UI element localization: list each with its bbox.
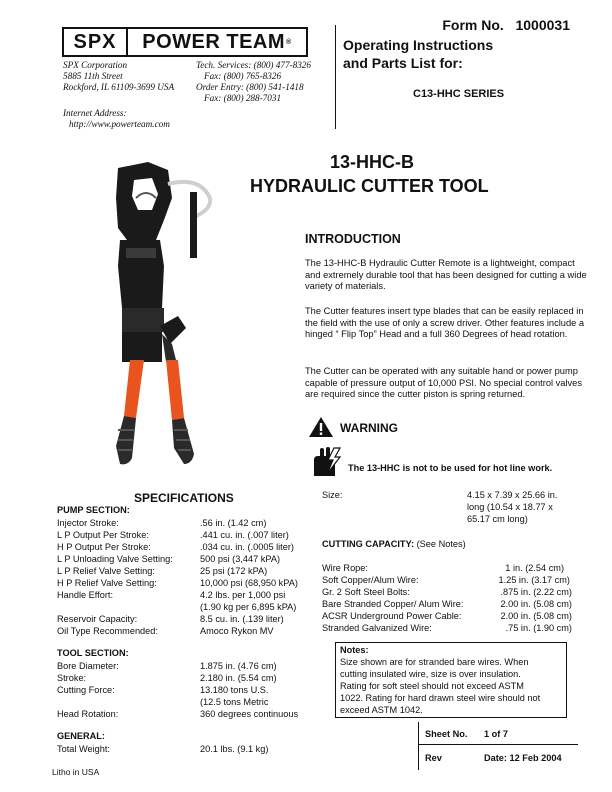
sheet-divider-horizontal <box>418 744 578 745</box>
pump-spec-table <box>57 517 327 637</box>
series-label: C13-HHC SERIES <box>413 88 505 100</box>
product-title: HYDRAULIC CUTTER TOOL <box>250 176 489 196</box>
power-team-logo <box>62 27 308 57</box>
spec-row: Reservoir Capacity: 8.5 cu. in. (.139 liter) <box>57 614 284 624</box>
logo-spx: SPX <box>64 29 128 55</box>
spec-row: Bore Diameter: 1.875 in. (4.76 cm) <box>57 661 277 671</box>
litho-label: Litho in USA <box>52 767 100 777</box>
spec-row: Total Weight: 20.1 lbs. (9.1 kg) <box>57 744 269 754</box>
operating-instructions: Operating Instructions and Parts List for: <box>343 37 494 71</box>
notes-box: Notes: Size shown are for stranded bare wires. When cutting insulated wire, size is over insulation. Rating for soft steel should not exceed ASTM 1022. Rating for hard drawn steel wire should not exceed ASTM 1042. <box>335 642 567 718</box>
spec-row: (1.90 kg per 6,895 kPA) <box>200 602 297 612</box>
cutting-capacity-table <box>322 562 572 634</box>
electrical-hazard-icon <box>310 446 344 480</box>
intro-paragraph-1: The 13-HHC-B Hydraulic Cutter Remote is a lightweight, compact and extremely durable tool that has been designed for cutting a wide variety of materials. <box>305 258 587 292</box>
spec-row: Injector Stroke: .56 in. (1.42 cm) <box>57 518 267 528</box>
warning-text: The 13-HHC is not to be used for hot line work. <box>348 463 553 473</box>
sheet-value: 1 of 7 <box>484 729 508 739</box>
form-number: Form No. 1000031 <box>442 17 570 33</box>
hydraulic-cutter-photo <box>60 148 280 478</box>
spec-row: H P Output Per Stroke: .034 cu. in. (.0005 liter) <box>57 542 294 552</box>
intro-paragraph-2: The Cutter features insert type blades that can be easily replaced in the field with the use of only a screw driver. Other features include a hinged “ Flip Top” Head and a full 360 Degrees of head rotation. <box>305 306 585 340</box>
spec-row: L P Output Per Stroke: .441 cu. in. (.007 liter) <box>57 530 289 540</box>
intro-paragraph-3: The Cutter can be operated with any suitable hand or power pump capable of pressure output of 10,000 PSI. No special control valves are required since the cutter piston is spring returned. <box>305 366 583 400</box>
size-value: 4.15 x 7.39 x 25.66 in. long (10.54 x 18.77 x 65.17 cm long) <box>467 490 558 524</box>
cutting-row: Wire Rope: 1 in. (2.54 cm) <box>322 563 564 573</box>
spec-row: Stroke: 2.180 in. (5.54 cm) <box>57 673 277 683</box>
tool-section-heading: TOOL SECTION: <box>57 648 129 658</box>
warning-heading: WARNING <box>340 421 398 435</box>
model-title: 13-HHC-B <box>330 152 415 172</box>
spec-row: Head Rotation: 360 degrees continuous <box>57 709 299 719</box>
pump-section-heading: PUMP SECTION: <box>57 505 130 515</box>
general-spec-table <box>57 743 327 755</box>
notes-heading: Notes: <box>340 645 369 655</box>
size-label: Size: <box>322 490 343 500</box>
spec-row: (12.5 tons Metric <box>200 697 269 707</box>
tool-spec-table <box>57 660 327 720</box>
cutting-row: Soft Copper/Alum Wire: 1.25 in. (3.17 cm) <box>322 575 570 585</box>
specifications-heading: SPECIFICATIONS <box>134 491 234 505</box>
cutting-row: Stranded Galvanized Wire: .75 in. (1.90 cm) <box>322 623 572 633</box>
spec-row: L P Relief Valve Setting: 25 psi (172 kPA) <box>57 566 268 576</box>
sheet-label: Sheet No. <box>425 729 468 739</box>
company-address: SPX Corporation 5885 11th Street Rockford, IL 61109-3699 USA <box>63 60 175 92</box>
introduction-heading: INTRODUCTION <box>305 232 401 246</box>
spec-row: Oil Type Recommended: Amoco Rykon MV <box>57 626 274 636</box>
rev-label: Rev <box>425 753 442 763</box>
sheet-divider-vertical <box>418 722 419 770</box>
cutting-capacity-heading: CUTTING CAPACITY: (See Notes) <box>322 539 466 549</box>
cutting-row: Gr. 2 Soft Steel Bolts: .875 in. (2.22 cm) <box>322 587 572 597</box>
service-numbers: Tech. Services: (800) 477-8326 Fax: (800) 765-8326 Order Entry: (800) 541-1418 Fax: (800) 288-7031 <box>196 60 311 103</box>
cutting-row: Bare Stranded Copper/ Alum Wire: 2.00 in. (5.08 cm) <box>322 599 572 609</box>
spec-row: Cutting Force: 13.180 tons U.S. <box>57 685 269 695</box>
spec-row: Handle Effort: 4.2 lbs. per 1,000 psi <box>57 590 286 600</box>
rev-date: Date: 12 Feb 2004 <box>484 753 562 763</box>
warning-icon <box>308 416 334 438</box>
spec-row: H P Relief Valve Setting: 10,000 psi (68,950 kPA) <box>57 578 298 588</box>
internet-address: Internet Address: http://www.powerteam.com <box>63 108 170 129</box>
internet-url[interactable]: http://www.powerteam.com <box>69 119 170 129</box>
header-divider <box>335 25 336 129</box>
cutting-row: ACSR Underground Power Cable: 2.00 in. (5.08 cm) <box>322 611 572 621</box>
logo-power-team: POWER TEAM ® <box>142 30 292 53</box>
general-heading: GENERAL: <box>57 731 105 741</box>
spec-row: L P Unloading Valve Setting: 500 psi (3,447 kPA) <box>57 554 281 564</box>
